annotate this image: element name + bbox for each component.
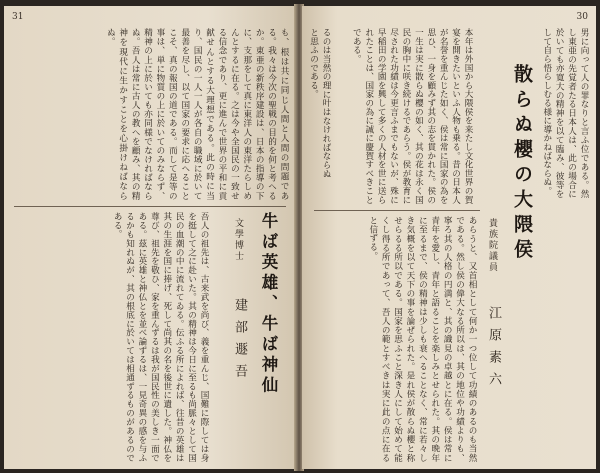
- left-lower-body: 吾人の祖先は、古来武を尚び、義を重んじ、国難に際しては身を挺して之に赴いた。其の精神は今日に至るも尚脈々として国民の血潮の中に流れてゐる。伝ふる所によれば、往昔の英雄は其の生涯を国に捧げ、死して尚其の名を後世に遺した。神仏を尊び、祖先を敬ひ、家を重んずるは我が国民性の美しき一面である。茲に英雄と神仏とを並べ論ずるは、一見奇異の感を与ふるかも知れぬが、其の根底に於いては相通ずるものがあるのである。: [112, 212, 209, 462]
- author-affiliation-right: 貴族院議員: [487, 218, 497, 273]
- right-page: [302, 6, 596, 469]
- page-number-left: 31: [12, 12, 24, 22]
- right-preceding-text: 男に向って人の罪なりと言ふ位である。然し東亜の先覚者たる日本人は、此の場合に於いても亦寛大の精神を以て臨み、彼等をして自ら悟らしむる様に導かねばならぬ。: [541, 28, 589, 198]
- left-page: [4, 6, 296, 469]
- author-name-left: 建部遯吾: [232, 298, 247, 386]
- left-upper-body: も、根は共に同じ人間と人間の問題である。我々は今次の聖戦の目的を何と考へるか。東亜の新秩序建設は、日本の指導の下に、支那をして真に東洋人の東洋たらしめんとするに在る。之は今や全国民の一致せる信念であり、更に進んで世界の平和に貢献せんとする大理想である。此の時に当り、国民の一人一人が各自の職域に於いて最善を尽し、以て国家の要求に応へることこそ、真の報国の道である。而して是等の事は、単に物質の上に於いてのみならず、精神の上に於いても亦同様でなければならぬ。吾人は常に古人の教へを顧み、其の精神を現代に生かすことを心掛けねばならぬ。: [105, 28, 289, 200]
- section-divider-left: [14, 206, 286, 207]
- right-upper-body: 本年は外国から大隈侯を来たし文化世界の賀宴を開きたいといふ人物も乗る。昔の日本人が名誉を重んじた如く、侯は常に国家の為を思ひ、一身を顧みず其の志を貫かれた。侯の一生は実に散らぬ櫻の如く、其の花は永く国民の胸中に咲き続けるであらう。侯が教育に尽された功績は今更言ふまでもないが、殊に早稲田の学園を興して多くの人材を世に送られたことは、国家の為に誠に慶賀すべきことである。: [351, 28, 473, 204]
- page-number-right: 30: [576, 12, 588, 22]
- right-intro-text: るのは当然の理に叶はなければならぬと思ふのである。: [308, 28, 331, 178]
- right-lower-body: あらうと、又首相として何か一つ位して功績のあるのも当然である。然し侯の偉大なる所以は、其の地位や功績よりも、寧ろ其の人格の円満と、其の識見の卓越とに在る。侯は常に青年を愛し、青年と語ることを楽しみとせられた。其の晩年に至るまで、侯の精神は少しも衰へることなく、常に若々しき気概を以て天下の事を論ぜられた。是れ侯が散らぬ櫻と称せらるる所以である。国家を思ふこと深き人にして始めて能くし得る所であって、吾人の範とすべきは実に此の点に在ると信ずる。: [367, 216, 477, 462]
- article-title-left: 牛ば英雄、牛ば神仙: [259, 212, 278, 397]
- article-title-right: 散らぬ櫻の大隈侯: [511, 64, 533, 264]
- section-divider-right: [314, 210, 480, 211]
- author-name-right: 江原素六: [486, 306, 501, 394]
- author-affiliation-left: 文學博士: [233, 218, 243, 262]
